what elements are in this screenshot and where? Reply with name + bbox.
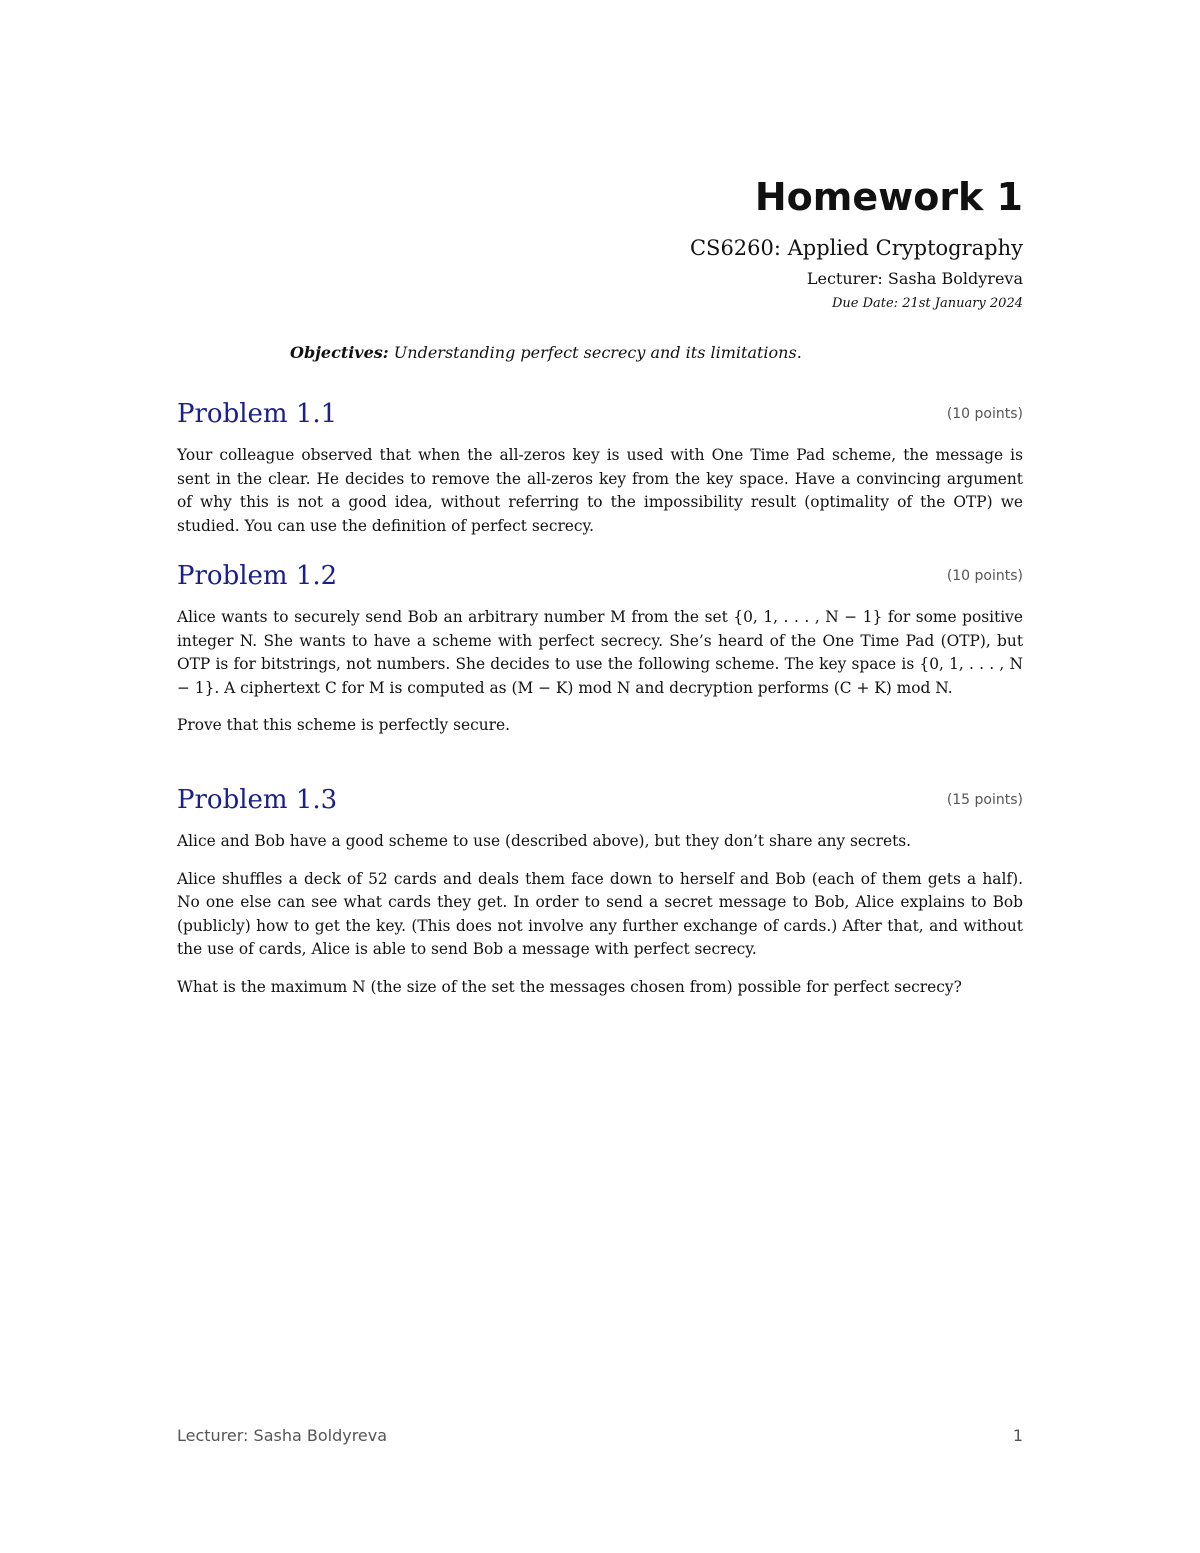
problem-1-3 (177, 782, 1023, 999)
problem-paragraph: Your colleague observed that when the all-zeros key is used with One Time Pad scheme, the message is sent in the clear. He decides to remove the all-zeros key from the key space. Have a convincing argument of why this is not a good idea, without referring to the impossibility result (optimality of the OTP) we studied. You can use the definition of perfect secrecy. (177, 446, 1023, 535)
page-number: 1 (1012, 1426, 1023, 1445)
title-block (690, 174, 1023, 314)
problem-points: (15 points) (946, 792, 1023, 808)
problem-points: (10 points) (946, 406, 1023, 422)
objectives-label: Objectives: (290, 343, 389, 362)
problem-paragraph: Prove that this scheme is perfectly secure. (177, 716, 511, 734)
problem-paragraph: Alice and Bob have a good scheme to use (described above), but they don’t share any secrets. (177, 832, 912, 850)
page-title: Homework 1 (754, 175, 1023, 219)
problem-paragraph: What is the maximum N (the size of the set the messages chosen from) possible for perfect secrecy? (177, 977, 962, 996)
problem-paragraph: Alice wants to securely send Bob an arbitrary number M from the set {0, 1, . . . , N − 1} for some positive integer N. She wants to have a scheme with perfect secrecy. She’s heard of the One Time Pad (OTP), but OTP is for bitstrings, not numbers. She decides to use the following scheme. The key space is {0, 1, . . . , N − 1}. A ciphertext C for M is computed as (M − K) mod N and decryption performs (C + K) mod N. (177, 608, 1023, 697)
problem-title: Problem 1.2 (177, 561, 338, 591)
due-date: Due Date: 21st January 2024 (831, 296, 1023, 311)
problem-title: Problem 1.3 (177, 785, 338, 815)
problem-header (177, 782, 1023, 818)
objectives (290, 341, 802, 365)
problem-1-1 (177, 396, 1023, 538)
footer-lecturer: Lecturer: Sasha Boldyreva (177, 1426, 388, 1445)
problem-header (177, 396, 1023, 432)
problem-1-2 (177, 558, 1023, 738)
problem-points: (10 points) (946, 568, 1023, 584)
problem-paragraph: Alice shuffles a deck of 52 cards and deals them face down to herself and Bob (each of them gets a half). No one else can see what cards they get. In order to send a secret message to Bob, Alice explains to Bob (publicly) how to get the key. (This does not involve any further exchange of cards.) After that, and without the use of cards, Alice is able to send Bob a message with perfect secrecy. (177, 869, 1023, 958)
problem-header (177, 558, 1023, 594)
objectives-text: Understanding perfect secrecy and its limitations. (393, 343, 802, 362)
problem-title: Problem 1.1 (177, 399, 338, 429)
course-name: CS6260: Applied Cryptography (689, 236, 1023, 260)
lecturer-line: Lecturer: Sasha Boldyreva (806, 269, 1023, 288)
